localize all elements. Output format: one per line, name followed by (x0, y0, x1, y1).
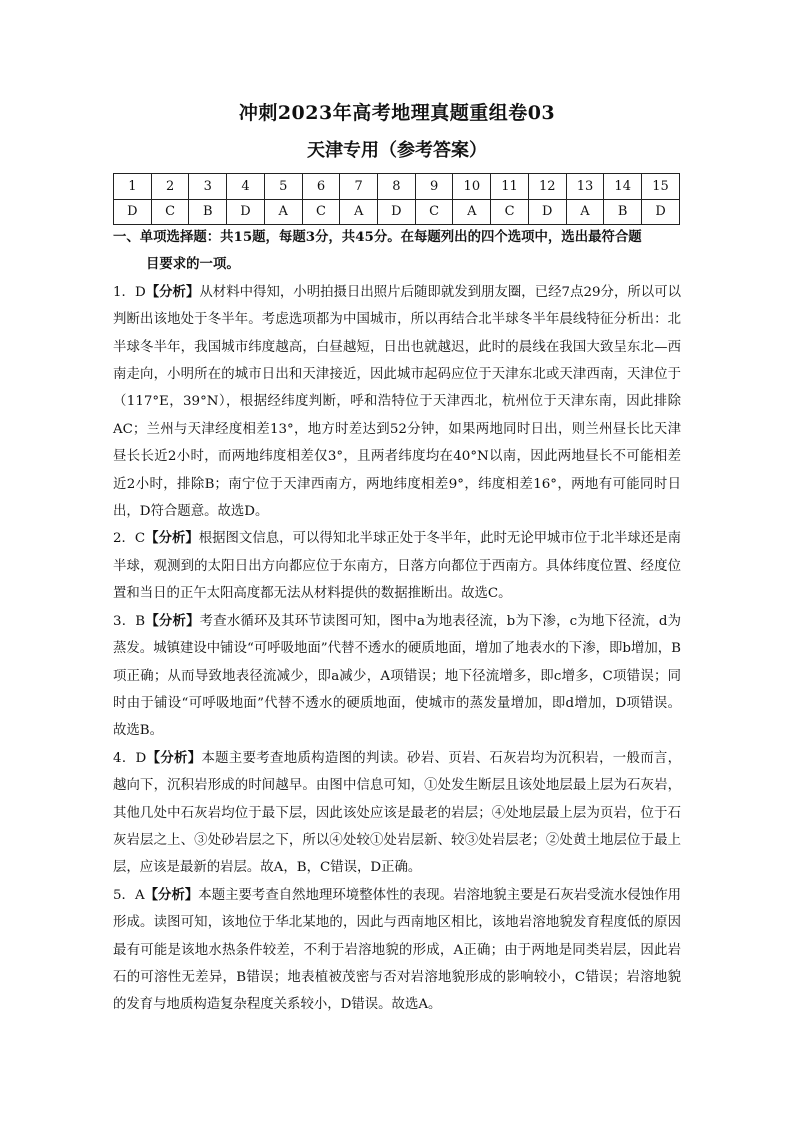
question-number: 10 (453, 174, 491, 200)
answer-cell: B (604, 199, 642, 225)
answer-explanations (113, 224, 681, 1019)
question-number: 2 (151, 174, 189, 200)
answer-cell: D (528, 199, 566, 225)
explanation-item-1 (113, 279, 681, 526)
question-number: 9 (415, 174, 453, 200)
question-number: 14 (604, 174, 642, 200)
question-number: 3 (189, 174, 227, 200)
explanation-item-4 (113, 745, 681, 882)
item-label: 5．A (113, 887, 145, 903)
item-label: 3．B (113, 613, 146, 629)
analysis-tag: 【分析】 (145, 530, 199, 547)
page-title: 冲刺2023年高考地理真题重组卷03 (238, 102, 556, 124)
explanation-item-3 (113, 608, 681, 745)
answer-cell: A (566, 199, 604, 225)
explanation-item-2 (113, 525, 681, 607)
section-heading-line2: 目要求的一项。 (146, 256, 240, 273)
question-number: 4 (227, 174, 265, 200)
answer-table-answer-row (114, 199, 680, 225)
item-text: 从材料中得知，小明拍摄日出照片后随即就发到朋友圈，已经7点29分，所以可以判断出该地处于冬半年。考虑选项都为中国城市，所以再结合北半球冬半年晨线特征分析出：北半球冬半年，我国城市纬度越高，白昼越短，日出也就越迟，此时的晨线在我国大致呈东北—西南走向，小明所在的城市日出和天津接近，因此城市起码应位于天津东北或天津西南，天津位于（117°E，39°N），根据经纬度判断，呼和浩特位于天津西北，杭州位于天津东南，因此排除AC；兰州与天津经度相差13°，地方时差达到52分钟，如果两地同时日出，则兰州昼长比天津昼长长近2小时，而两地纬度相差仅3°，且两者纬度均在40°N以南，因此两地昼长不可能相差近2小时，排除B；南宁位于天津西南方，两地纬度相差9°，纬度相差16°，两地有可能同时日出，D符合题意。故选D。 (113, 284, 682, 520)
analysis-tag: 【分析】 (145, 283, 200, 300)
question-number: 13 (566, 174, 604, 200)
section-heading-line1: 一、单项选择题：共15题，每题3分，共45分。在每题列出的四个选项中，选出最符合题 (113, 229, 642, 245)
question-number: 6 (302, 174, 340, 200)
question-number: 7 (340, 174, 378, 200)
answer-cell: C (151, 199, 189, 225)
answer-table (113, 173, 680, 225)
answer-table-number-row (114, 174, 680, 200)
item-text: 本题主要考查自然地理环境整体性的表现。岩溶地貌主要是石灰岩受流水侵蚀作用形成。读图可知，该地位于华北某地的，因此与西南地区相比，该地岩溶地貌发育程度低的原因最有可能是该地水热条件较差，不利于岩溶地貌的形成，A正确；由于两地是同类岩层，因此岩石的可溶性无差异，B错误；地表植被茂密与否对岩溶地貌形成的影响较小，C错误；岩溶地貌的发育与地质构造复杂程度关系较小，D错误。故选A。 (113, 887, 681, 1013)
item-label: 2．C (113, 531, 146, 547)
page-subtitle: 天津专用（参考答案） (307, 140, 487, 161)
explanation-item-5 (113, 882, 681, 1019)
item-text: 根据图文信息，可以得知北半球正处于冬半年，此时无论甲城市位于北半球还是南半球，观测到的太阳日出方向都应位于东南方，日落方向都位于西南方。具体纬度位置、经度位置和当日的正午太阳高度都无法从材料提供的数据推断出。故选C。 (113, 531, 682, 602)
answer-cell: D (378, 199, 416, 225)
answer-cell: D (227, 199, 265, 225)
answer-cell: D (114, 199, 152, 225)
analysis-tag: 【分析】 (145, 612, 200, 629)
analysis-tag: 【分析】 (146, 749, 202, 766)
question-number: 1 (114, 174, 152, 200)
item-text: 考查水循环及其环节读图可知，图中a为地表径流，b为下渗，c为地下径流，d为蒸发。城镇建设中铺设“可呼吸地面”代替不透水的硬质地面，增加了地表水的下渗，即b增加，B项正确；从而导致地表径流减少，即a减少，A项错误；地下径流增多，即c增多，C项错误；同时由于铺设“可呼吸地面”代替不透水的硬质地面，使城市的蒸发量增加，即d增加，D项错误。故选B。 (113, 613, 681, 739)
question-number: 12 (528, 174, 566, 200)
answer-cell: D (642, 199, 680, 225)
answer-cell: B (189, 199, 227, 225)
question-number: 8 (378, 174, 416, 200)
analysis-tag: 【分析】 (144, 886, 199, 903)
answer-cell: A (340, 199, 378, 225)
answer-cell: C (415, 199, 453, 225)
question-number: 15 (642, 174, 680, 200)
answer-cell: C (491, 199, 529, 225)
item-label: 1．D (113, 284, 146, 300)
answer-cell: C (302, 199, 340, 225)
item-text: 本题主要考查地质构造图的判读。砂岩、页岩、石灰岩均为沉积岩，一般而言，越向下，沉积岩形成的时间越早。由图中信息可知，①处发生断层且该处地层最上层为石灰岩，其他几处中石灰岩均位于最下层，因此该处应该是最老的岩层；④处地层最上层为页岩，位于石灰岩层之上、③处砂岩层之下，所以④处较①处岩层新、较③处岩层老；②处黄土地层位于最上层，应该是最新的岩层。故A，B，C错误，D正确。 (113, 750, 682, 876)
question-number: 5 (264, 174, 302, 200)
answer-cell: A (453, 199, 491, 225)
item-label: 4．D (113, 750, 147, 766)
question-number: 11 (491, 174, 529, 200)
section-heading (113, 224, 681, 279)
answer-cell: A (264, 199, 302, 225)
